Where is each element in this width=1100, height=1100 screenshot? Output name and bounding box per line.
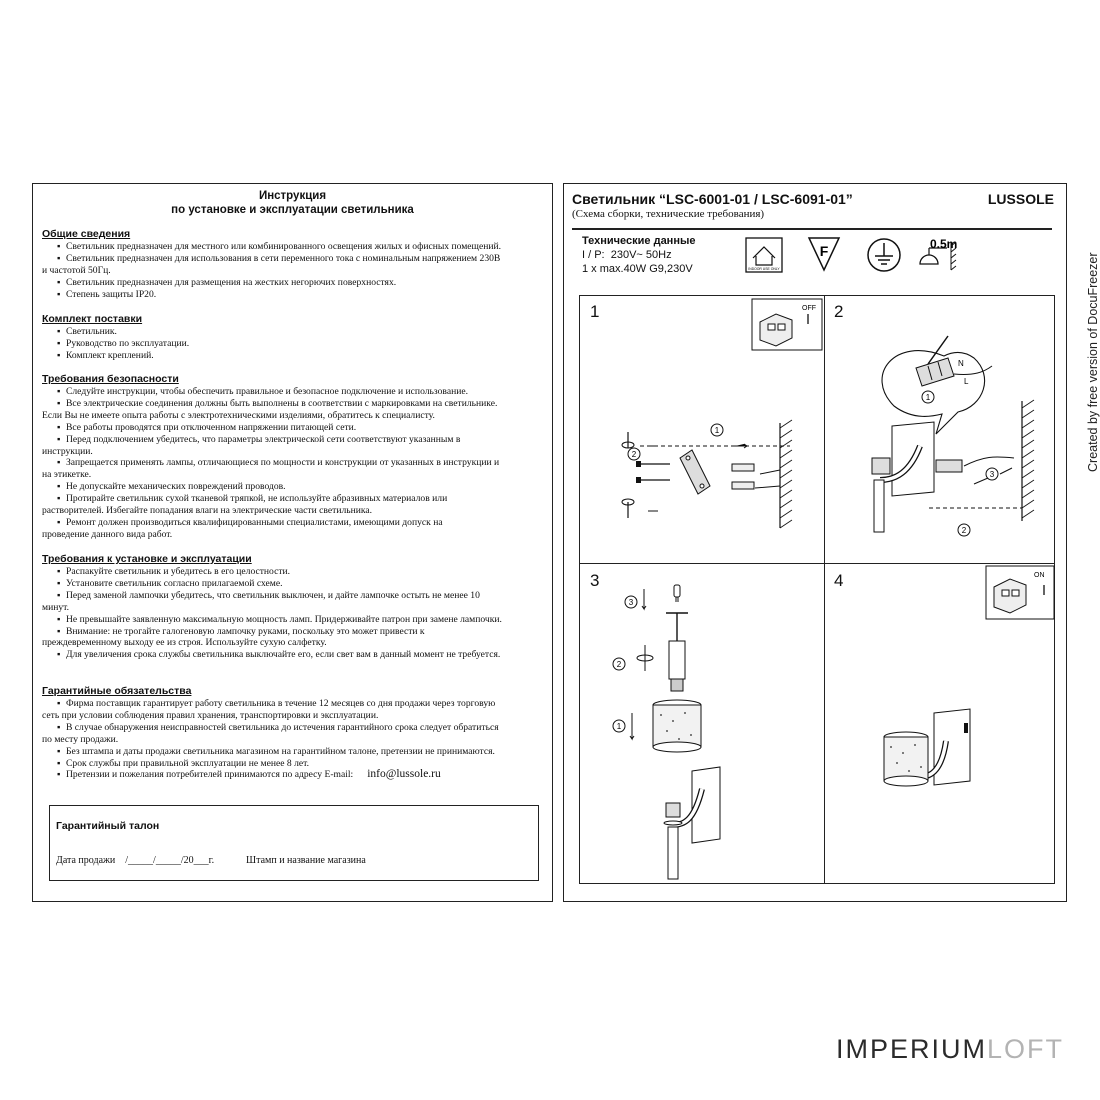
section-heading-kit: Комплект поставки <box>42 313 143 325</box>
step-3-cell <box>580 563 824 885</box>
warranty-card <box>49 805 539 881</box>
svg-text:OFF: OFF <box>802 305 816 312</box>
sale-date-field: Дата продажи /_____/_____/20___г. <box>56 855 215 866</box>
list-item: ▪ Срок службы при правильной эксплуатации не менее 8 лет. <box>57 757 309 769</box>
list-item: ▪ Все электрические соединения должны быть выполнены в соответствии с маркировками на светильнике. <box>57 397 498 409</box>
list-item: ▪ Светильник предназначен для использования в сети переменного тока с номинальным напряжением 230В <box>57 252 501 264</box>
lamp-fixture-icon <box>872 422 934 532</box>
step-2-cell <box>824 296 1056 563</box>
step-1-diagram <box>580 296 824 563</box>
list-item: ▪ Следуйте инструкции, чтобы обеспечить правильное и безопасное подключение и использование. <box>57 386 469 397</box>
imperiumloft-logo <box>836 1034 1064 1065</box>
list-item: ▪ Не допускайте механических повреждений проводов. <box>57 481 286 493</box>
svg-text:Created by free version of Doc: Created by free version of DocuFreezer <box>1086 252 1100 472</box>
step-1-cell <box>580 296 824 563</box>
svg-text:F: F <box>819 243 829 259</box>
list-item: ▪ Все работы проводятся при отключенном напряжении питающей сети. <box>57 421 357 433</box>
screw-icon <box>636 461 670 483</box>
svg-text:3: 3 <box>989 470 995 479</box>
step-number: 1 <box>590 302 600 321</box>
list-item: ▪ Фирма поставщик гарантирует работу светильника в течение 12 месяцев со дня продажи через торговую <box>57 698 496 709</box>
list-item: ▪ Протирайте светильник сухой тканевой тряпкой, не используйте абразивных материалов или <box>57 493 448 505</box>
step-2-diagram <box>824 296 1056 563</box>
tech-power: I / P: 230V~ 50Hz <box>582 249 672 261</box>
dowel-icon <box>732 464 754 489</box>
step-4-diagram <box>824 563 1056 885</box>
scheme-subtitle: (Схема сборки, технические требования) <box>572 208 765 220</box>
docufreezer-watermark <box>1082 240 1100 480</box>
list-item: ▪ Не превышайте заявленную максимальную мощность ламп. Придерживайте патрон при замене лампочки. <box>57 613 502 625</box>
list-item: ▪ Претензии и пожелания потребителей принимаются по адресу E-mail: info@lussole.ru <box>57 768 441 781</box>
scheme-panel <box>563 183 1067 902</box>
list-item: ▪ Запрещается применять лампы, отличающиеся по мощности и конструкции от указанных в инструкции и <box>57 457 500 469</box>
wall-hatch <box>1022 400 1034 521</box>
list-item: ▪ Установите светильник согласно прилагаемой схеме. <box>57 577 283 589</box>
list-item: проведение данного вида работ. <box>42 528 173 540</box>
tech-heading: Технические данные <box>582 235 696 247</box>
list-item: ▪ Светильник предназначен для местного или комбинированного освещения жилых и офисных помещений. <box>57 241 502 252</box>
step-number: 3 <box>590 571 600 590</box>
step-3-diagram <box>580 563 824 885</box>
switch-box-icon <box>760 314 792 346</box>
list-item: сеть при условии соблюдения правил хранения, транспортировки и эксплуатации. <box>42 709 379 721</box>
list-item: ▪ Ремонт должен производиться квалифицированными специалистами, имеющими допуск на <box>57 516 443 528</box>
finished-lamp-icon <box>884 709 970 786</box>
title-divider <box>572 228 1052 230</box>
list-item: ▪ Перед подключением убедитесь, что параметры электрической сети соответствуют указанным в <box>57 433 461 445</box>
list-item: ▪ В случае обнаружения неисправностей светильника до истечения гарантийного срока следует обратиться <box>57 721 499 733</box>
g9-bulb-icon <box>674 585 680 602</box>
list-item: ▪ Светильник предназначен для размещения на жестких негорючих поверхностях. <box>57 276 397 288</box>
list-item: растворителей. Избегайте попадания влаги на электрические части светильника. <box>42 505 373 517</box>
logo-part-dark: IMPERIUM <box>836 1034 987 1064</box>
section-list-warranty <box>42 698 540 781</box>
list-item: ▪ Комплект креплений. <box>57 349 154 361</box>
list-item: ▪ Степень защиты IP20. <box>57 288 157 300</box>
tech-lamp: 1 x max.40W G9,230V <box>582 263 693 275</box>
wall-hatch <box>780 420 792 528</box>
step-4-cell <box>824 563 1056 885</box>
lamp-fixture-icon <box>664 767 720 879</box>
list-item: ▪ Внимание: не трогайте галогеновую лампочку руками, поскольку это может привести к <box>57 625 425 637</box>
step-number: 4 <box>834 571 844 590</box>
svg-text:0.5m: 0.5m <box>930 237 958 251</box>
svg-text:1: 1 <box>925 393 931 402</box>
list-item: ▪ Светильник. <box>57 326 117 337</box>
glass-shade-icon <box>653 700 701 752</box>
svg-text:2: 2 <box>616 660 622 669</box>
terminal-block-icon <box>916 358 954 386</box>
instruction-panel <box>32 183 553 902</box>
socket-icon <box>666 613 688 691</box>
indoor-use-icon <box>746 238 782 272</box>
section-list-install <box>42 566 540 661</box>
list-item: Если Вы не имеете опыта работы с электротехническими изделиями, обратитесь к специалисту. <box>42 409 435 421</box>
svg-text:2: 2 <box>631 450 637 459</box>
brand-name: LUSSOLE <box>987 191 1054 207</box>
section-heading-safety: Требования безопасности <box>42 373 179 385</box>
screwdriver-icon <box>622 432 634 518</box>
mounting-bracket-icon <box>680 450 710 494</box>
terminal-block-icon <box>936 460 962 472</box>
distance-icon <box>920 237 957 270</box>
section-list-safety <box>42 386 540 541</box>
list-item: ▪ Для увеличения срока службы светильника выключайте его, если свет вам в данный момент не требуется. <box>57 649 501 661</box>
ground-icon <box>868 239 900 271</box>
list-item: преждевременному выходу ее из строя. Используйте сухую салфетку. <box>42 637 327 649</box>
section-heading-install: Требования к установке и эксплуатации <box>42 553 252 565</box>
step-number: 2 <box>834 302 844 321</box>
list-item: и частотой 50Гц. <box>42 264 111 276</box>
svg-text:N: N <box>958 359 964 368</box>
section-list-general <box>42 241 540 301</box>
list-item: ▪ Без штампа и даты продажи светильника магазином на гарантийном талоне, претензии не принимаются. <box>57 745 495 757</box>
svg-text:INDOOR USE ONLY: INDOOR USE ONLY <box>748 267 780 271</box>
email-link[interactable]: info@lussole.ru <box>367 768 441 781</box>
list-item: инструкции. <box>42 445 93 457</box>
svg-text:ON: ON <box>1034 572 1045 579</box>
svg-text:2: 2 <box>961 526 967 535</box>
certification-icons <box>744 236 964 276</box>
svg-text:L: L <box>964 377 969 386</box>
list-item: по месту продажи. <box>42 733 119 745</box>
assembly-grid <box>579 295 1055 884</box>
product-title: Светильник “LSC-6001-01 / LSC-6091-01” <box>572 191 853 207</box>
section-heading-general: Общие сведения <box>42 228 131 240</box>
section-list-kit <box>42 326 540 362</box>
f-mark-icon <box>809 238 839 270</box>
svg-text:3: 3 <box>628 598 634 607</box>
list-item: минут. <box>42 601 70 613</box>
shop-stamp-field: Штамп и название магазина <box>246 855 366 866</box>
warranty-card-title: Гарантийный талон <box>56 820 160 832</box>
instruction-subtitle: по установке и эксплуатации светильника <box>171 204 414 216</box>
svg-text:1: 1 <box>616 722 622 731</box>
instruction-title: Инструкция <box>258 190 327 202</box>
list-item: ▪ Руководство по эксплуатации. <box>57 337 190 349</box>
switch-box-icon <box>994 579 1026 613</box>
svg-text:1: 1 <box>714 426 720 435</box>
logo-part-light: LOFT <box>987 1034 1065 1064</box>
list-item: ▪ Перед заменой лампочки убедитесь, что светильник выключен, и дайте лампочке остыть не менее 10 <box>57 589 480 601</box>
list-item: ▪ Распакуйте светильник и убедитесь в его целостности. <box>57 566 291 577</box>
section-heading-warranty: Гарантийные обязательства <box>42 685 192 697</box>
list-item: на этикетке. <box>42 469 92 481</box>
